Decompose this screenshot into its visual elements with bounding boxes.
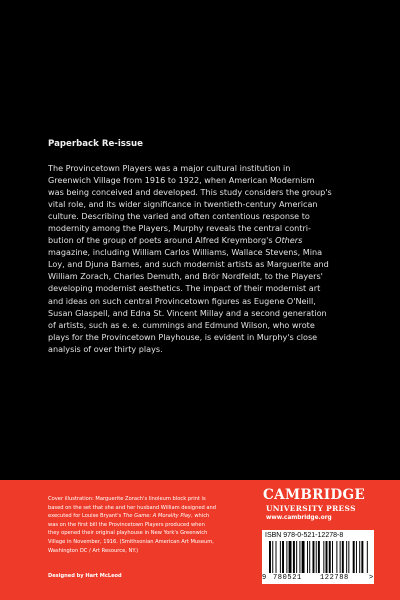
credit-line-segment: was on the first bill the Provincetown Players produced when <box>48 521 205 528</box>
barcode-bar <box>269 541 271 573</box>
barcode-bar <box>332 541 333 573</box>
barcode-bar <box>307 541 308 573</box>
barcode-bar <box>353 541 355 573</box>
barcode-digit-lead: 9 <box>262 574 267 582</box>
blurb-line <box>48 246 362 258</box>
blurb-line-segment: modernity among the Players, Murphy reveals the central contri- <box>48 223 311 234</box>
barcode-bar <box>312 541 314 573</box>
blurb-line-segment: bution of the group of poets around Alfred Kreymborg's <box>48 235 276 246</box>
blurb-line-segment: The Provincetown Players was a major cultural institution in <box>48 163 291 173</box>
credit-line <box>48 529 248 538</box>
isbn-barcode-box <box>262 530 374 584</box>
credit-line <box>48 538 248 547</box>
barcode-bar <box>323 541 324 573</box>
barcode-bar <box>276 541 277 573</box>
barcode-bar <box>367 541 368 573</box>
blurb-line <box>48 186 362 198</box>
barcode-bar <box>326 541 328 573</box>
blurb-line-segment: analysis of over thirty plays. <box>48 343 163 354</box>
barcode-bar <box>309 541 310 573</box>
blurb-line <box>48 331 362 343</box>
blurb-line <box>48 295 362 307</box>
blurb-line <box>48 307 362 319</box>
blurb-line-segment: was being conceived and developed. This study considers the group's <box>48 187 332 198</box>
barcode-bar <box>359 541 360 573</box>
barcode-bar <box>346 541 347 573</box>
blurb-line-segment: plays for the Provincetown Playhouse, is evident in Murphy's close <box>48 331 318 342</box>
blurb-line <box>48 270 362 282</box>
blurb-line-italic: Others <box>275 235 303 246</box>
blurb-line <box>48 222 362 234</box>
barcode-bar <box>340 541 341 573</box>
blurb-line-segment: developing modernist aesthetics. The impact of their modernist art <box>48 283 321 294</box>
blurb-line <box>48 258 362 270</box>
publisher-name: CAMBRIDGE <box>263 487 366 503</box>
blurb-line-segment: William Zorach, Charles Demuth, and Brör Nordfeldt, to the Players' <box>48 271 323 282</box>
credit-line <box>48 521 248 530</box>
blurb-line <box>48 210 362 222</box>
blurb-line-segment: Susan Glaspell, and Edna St. Vincent Millay and a second generation <box>48 307 327 318</box>
blurb-line-segment: culture. Describing the varied and often contentious response to <box>48 211 310 222</box>
credit-line <box>48 495 248 504</box>
publisher-logo <box>263 488 365 521</box>
barcode-bar <box>302 541 305 573</box>
credit-line-segment: , which <box>191 513 210 520</box>
blurb-line <box>48 282 362 294</box>
barcode-digits-group2: 122788 <box>320 574 349 582</box>
designer-credit: Designed by Hart McLeod <box>48 573 122 579</box>
barcode-bar <box>286 541 287 573</box>
barcode-bar <box>280 541 281 573</box>
barcode-bar <box>361 541 363 573</box>
blurb-line <box>48 174 362 186</box>
blurb-text <box>48 162 362 355</box>
barcode-bar <box>316 541 317 573</box>
barcode-bar <box>299 541 300 573</box>
barcode-graphic <box>269 541 369 573</box>
blurb-line <box>48 162 362 174</box>
barcode-digits-group1: 780521 <box>273 574 302 582</box>
blurb-line-segment: Loy, and Djuna Barnes, and such modernist artists as Marguerite and <box>48 259 329 270</box>
publisher-subtitle: UNIVERSITY PRESS <box>266 504 356 513</box>
barcode-bar <box>356 541 357 573</box>
credit-line-segment: based on the set that she and her husband William designed and <box>48 504 217 511</box>
cover-credit <box>48 495 248 555</box>
barcode-bar <box>272 541 273 573</box>
blurb-line <box>48 319 362 331</box>
barcode-bar <box>289 541 292 573</box>
blurb-line-segment: and ideas on such central Provincetown figures as Eugene O'Neill, <box>48 295 316 306</box>
isbn-label: ISBN 978-0-521-12278-8 <box>265 532 344 539</box>
credit-line <box>48 547 248 556</box>
barcode-bar <box>282 541 284 573</box>
credit-line <box>48 504 248 513</box>
barcode-bar <box>342 541 344 573</box>
blurb-line-segment: Greenwich Village from 1916 to 1922, when American Modernism <box>48 175 315 186</box>
barcode-bar <box>318 541 320 573</box>
credit-line-italic: The Game: A Morality Play <box>122 513 192 520</box>
credit-line-segment: Washington DC / Art Resource, NY.) <box>48 547 139 554</box>
blurb-line-segment: vital role, and its wider significance in twentieth-century American <box>48 199 318 210</box>
credit-line-segment: executed for Louise Bryant's <box>48 513 123 520</box>
barcode-bar <box>296 541 297 573</box>
blurb-line <box>48 198 362 210</box>
barcode-bar <box>336 541 337 573</box>
barcode-digit-tail: > <box>369 574 374 582</box>
barcode-bar <box>293 541 295 573</box>
blurb-line <box>48 234 362 246</box>
publisher-url: www.cambridge.org <box>266 515 332 521</box>
blurb-line-segment: of artists, such as e. e. cummings and Edmund Wilson, who wrote <box>48 319 315 330</box>
credit-line <box>48 512 248 521</box>
credit-line-segment: they opened their original playhouse in New York's Greenwich <box>48 530 208 537</box>
credit-line-segment: Village in November, 1916. (Smithsonian American Art Museum, <box>48 538 214 545</box>
blurb-line-segment: magazine, including William Carlos Williams, Wallace Stevens, Mina <box>48 247 323 258</box>
reissue-heading: Paperback Re-issue <box>48 139 143 149</box>
barcode-bar <box>329 541 331 573</box>
barcode-bar <box>348 541 349 573</box>
credit-line-segment: Cover illustration: Marguerite Zorach's linoleum block print is <box>48 496 206 502</box>
blurb-line <box>48 343 362 355</box>
